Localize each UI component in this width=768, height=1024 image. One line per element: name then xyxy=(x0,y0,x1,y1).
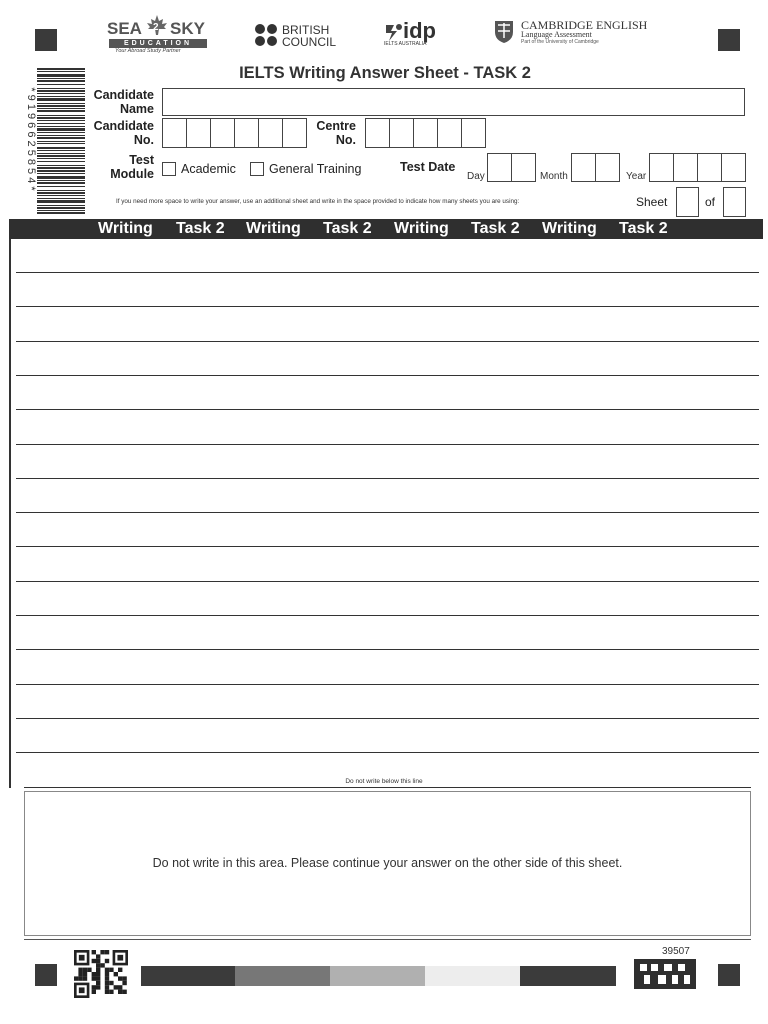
british-council-line2: COUNCIL xyxy=(282,35,337,49)
extra-sheet-instruction: If you need more space to write your answer, use an additional sheet and write in the space provided to indicate how many sheets you are using: xyxy=(116,198,520,205)
band-task-1: Task 2 xyxy=(176,220,225,237)
year-box-4[interactable] xyxy=(721,153,746,182)
ruled-line xyxy=(16,341,759,342)
barcode-number-text: * 9 1 9 6 6 2 5 8 5 4 * xyxy=(25,87,37,191)
gray-scale-strip-3 xyxy=(330,966,425,986)
sea2sky-logo-sky: SKY xyxy=(170,19,205,38)
ruled-line xyxy=(16,649,759,650)
page-title: IELTS Writing Answer Sheet - TASK 2 xyxy=(239,64,531,82)
day-box-1[interactable] xyxy=(487,153,512,182)
ruled-line xyxy=(16,546,759,547)
day-label: Day xyxy=(467,171,485,182)
sea2sky-logo xyxy=(103,13,211,55)
barcode-number xyxy=(20,68,38,214)
day-box-2[interactable] xyxy=(511,153,536,182)
registration-mark-bottom-right xyxy=(718,964,740,986)
year-label: Year xyxy=(626,171,647,182)
ruled-line xyxy=(16,581,759,582)
registration-mark-top-right xyxy=(718,29,740,51)
ruled-line xyxy=(16,684,759,685)
month-box-2[interactable] xyxy=(595,153,620,182)
test-date-label: Test Date xyxy=(400,160,456,174)
do-not-write-below-label: Do not write below this line xyxy=(345,778,423,785)
year-box-1[interactable] xyxy=(649,153,674,182)
ruled-line xyxy=(16,272,759,273)
candidate-name-field[interactable] xyxy=(162,88,745,116)
centre-no-box-2[interactable] xyxy=(389,118,414,148)
ruled-line xyxy=(16,409,759,410)
cambridge-shield-icon xyxy=(494,20,514,44)
ruled-line xyxy=(16,752,759,753)
sea2sky-logo-education: EDUCATION xyxy=(109,39,207,48)
qr-code xyxy=(74,950,128,998)
month-label: Month xyxy=(540,171,568,182)
month-box-1[interactable] xyxy=(571,153,596,182)
gray-scale-strip-1 xyxy=(141,966,235,986)
writing-area-bottom-rule xyxy=(24,787,751,788)
general-training-checkbox[interactable] xyxy=(250,162,264,176)
academic-checkbox[interactable] xyxy=(162,162,176,176)
ruled-line xyxy=(16,718,759,719)
british-council-logo xyxy=(254,22,344,48)
sea2sky-logo-tagline: Your Abroad Study Partner xyxy=(115,48,181,54)
cambridge-line1: CAMBRIDGE ENGLISH xyxy=(521,18,648,32)
test-module-label xyxy=(80,153,154,181)
form-id-marker xyxy=(634,959,696,989)
candidate-no-box-2[interactable] xyxy=(186,118,211,148)
sheet-total-box[interactable] xyxy=(723,187,746,217)
candidate-no-box-5[interactable] xyxy=(258,118,283,148)
candidate-no-box-1[interactable] xyxy=(162,118,187,148)
candidate-no-box-4[interactable] xyxy=(234,118,259,148)
ruled-line xyxy=(16,375,759,376)
centre-no-label-l1: Centre xyxy=(316,119,356,133)
candidate-name-label-l2: Name xyxy=(119,102,154,116)
qr-code-modules xyxy=(74,950,128,998)
ruled-line xyxy=(16,306,759,307)
ruled-line xyxy=(16,444,759,445)
academic-label: Academic xyxy=(181,162,236,176)
writing-area-left-border xyxy=(9,239,11,788)
year-box-3[interactable] xyxy=(697,153,722,182)
bottom-rule xyxy=(24,939,751,940)
idp-logo xyxy=(383,19,445,49)
british-council-dots-icon xyxy=(254,23,278,47)
registration-mark-top-left xyxy=(35,29,57,51)
sheet-label: Sheet xyxy=(636,195,668,209)
form-id-marker-blocks xyxy=(634,959,696,989)
do-not-write-area-text: Do not write in this area. Please continue your answer on the other side of this sheet. xyxy=(152,856,623,870)
band-writing-2: Writing xyxy=(246,220,301,237)
ruled-line xyxy=(16,512,759,513)
test-module-label-l1: Test xyxy=(129,153,154,167)
centre-no-box-4[interactable] xyxy=(437,118,462,148)
centre-no-box-3[interactable] xyxy=(413,118,438,148)
registration-mark-bottom-left xyxy=(35,964,57,986)
sea2sky-logo-2: 2 xyxy=(153,22,159,33)
candidate-name-label xyxy=(80,88,154,116)
idp-logo-name: idp xyxy=(403,18,436,43)
ruled-line xyxy=(16,478,759,479)
band-writing-3: Writing xyxy=(394,220,449,237)
british-council-line1: BRITISH xyxy=(282,23,330,37)
candidate-name-label-l1: Candidate xyxy=(93,88,154,102)
sea2sky-logo-sea: SEA xyxy=(107,19,142,38)
band-task-3: Task 2 xyxy=(471,220,520,237)
cambridge-line3: Part of the University of Cambridge xyxy=(521,39,599,45)
year-box-2[interactable] xyxy=(673,153,698,182)
gray-scale-strip-5 xyxy=(520,966,616,986)
band-writing-1: Writing xyxy=(98,220,153,237)
idp-emblem-icon xyxy=(383,21,405,43)
general-training-label: General Training xyxy=(269,162,362,176)
gray-scale-strip-4 xyxy=(425,966,520,986)
cambridge-logo xyxy=(494,18,664,48)
centre-no-label-l2: No. xyxy=(335,133,356,147)
centre-no-label xyxy=(300,119,356,147)
barcode-bars xyxy=(37,68,85,214)
candidate-no-box-3[interactable] xyxy=(210,118,235,148)
centre-no-box-5[interactable] xyxy=(461,118,486,148)
side-barcode xyxy=(37,68,85,214)
candidate-no-label-l2: No. xyxy=(133,133,154,147)
of-label: of xyxy=(705,195,716,209)
sheet-number-box[interactable] xyxy=(676,187,699,217)
band-task-4: Task 2 xyxy=(619,220,668,237)
band-writing-4: Writing xyxy=(542,220,597,237)
writing-task-2-band xyxy=(9,219,763,239)
band-task-2: Task 2 xyxy=(323,220,372,237)
form-code: 39507 xyxy=(662,946,690,957)
gray-scale-strip-2 xyxy=(235,966,330,986)
ruled-line xyxy=(16,615,759,616)
idp-logo-sub: IELTS AUSTRALIA xyxy=(384,41,427,47)
candidate-no-label-l1: Candidate xyxy=(93,119,154,133)
test-module-label-l2: Module xyxy=(110,167,154,181)
candidate-no-label xyxy=(80,119,154,147)
centre-no-box-1[interactable] xyxy=(365,118,390,148)
cambridge-line2: Language Assessment xyxy=(521,30,592,39)
